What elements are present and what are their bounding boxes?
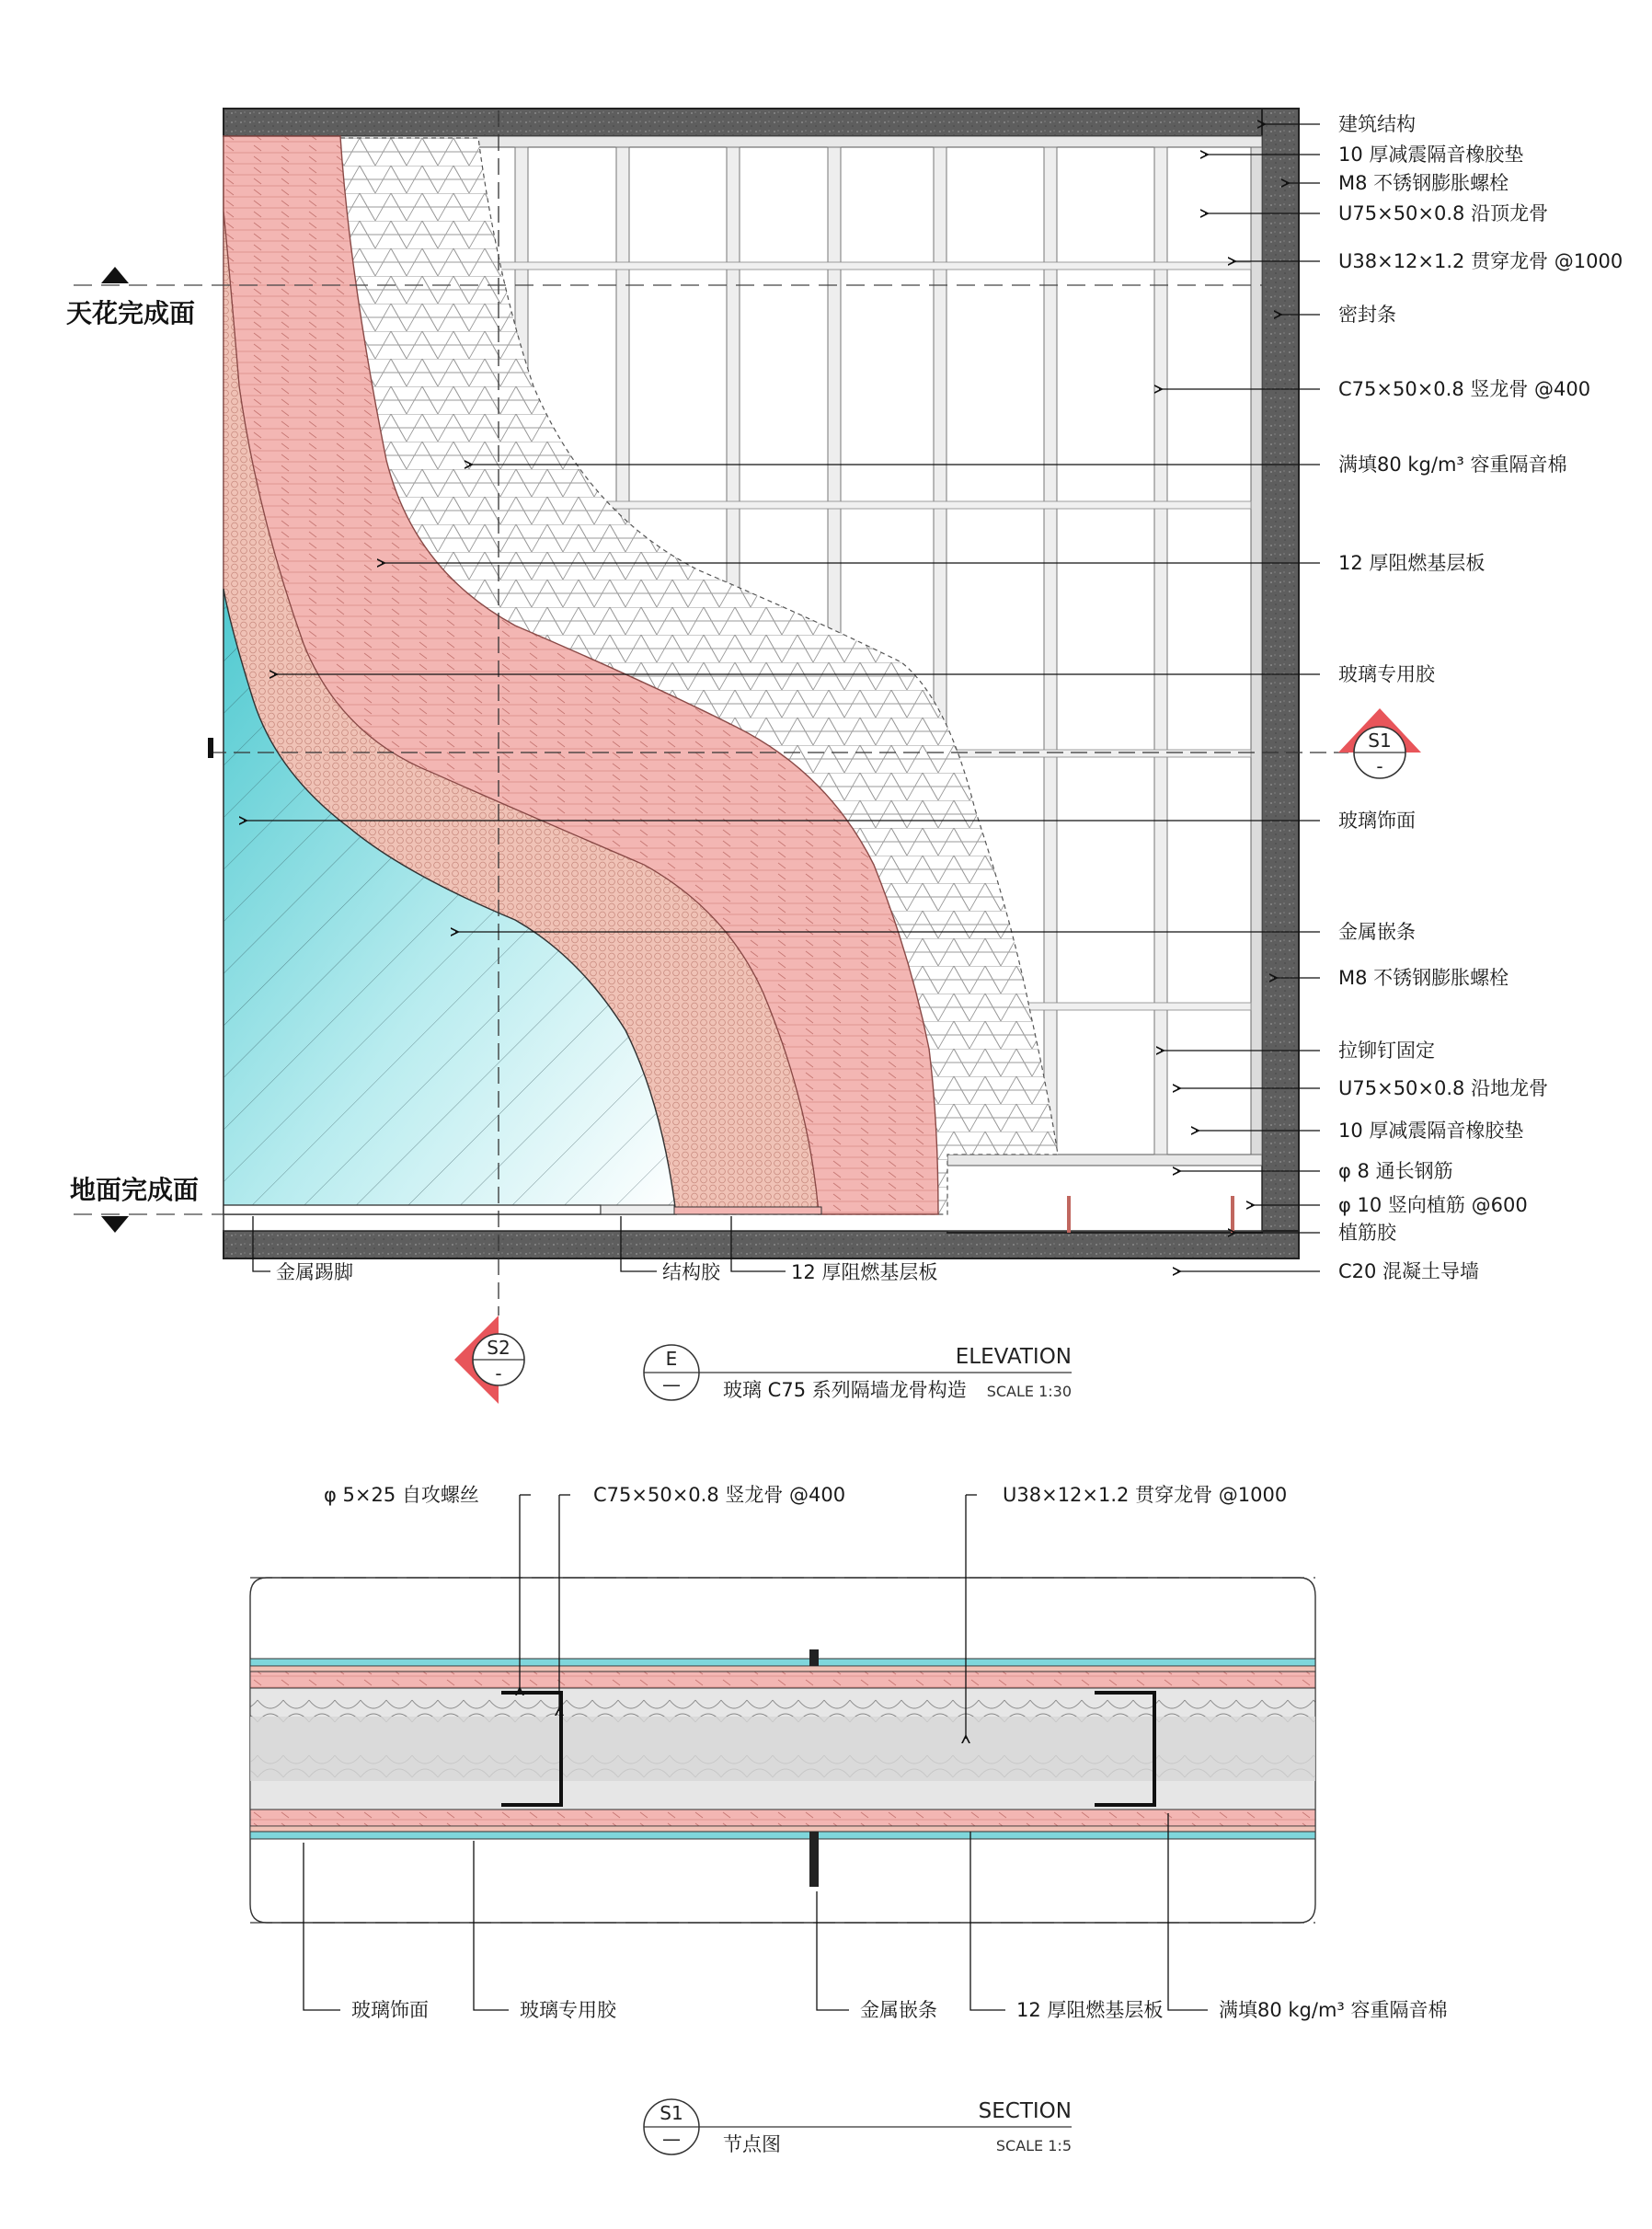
s2-marker-sub: -	[495, 1362, 502, 1385]
section-board-bottom	[250, 1810, 1315, 1826]
section-label-bottom-2: 玻璃专用胶	[520, 1999, 616, 2021]
ceiling-level-marker	[101, 267, 129, 283]
section-label-bottom-3: 金属嵌条	[860, 1999, 937, 2021]
section-label-top-2: C75×50×0.8 竖龙骨 @400	[593, 1484, 846, 1506]
s1-marker-id: S1	[1368, 730, 1392, 752]
label-right-17: φ 8 通长钢筋	[1338, 1160, 1453, 1182]
elevation-title-name: 玻璃 C75 系列隔墙龙骨构造	[723, 1379, 967, 1401]
label-right-8: 满填80 kg/m³ 容重隔音棉	[1338, 454, 1567, 476]
rebar-1	[1067, 1196, 1071, 1233]
label-right-3: M8 不锈钢膨胀螺栓	[1338, 172, 1509, 194]
label-right-13: M8 不锈钢膨胀螺栓	[1338, 967, 1509, 989]
section-glass-bottom	[250, 1832, 1315, 1839]
section-leader-bottom-2	[474, 1841, 509, 2010]
ceiling-level-label: 天花完成面	[66, 298, 196, 328]
section-glue-bottom	[250, 1826, 1315, 1832]
label-bottom-3: 12 厚阻燃基层板	[791, 1261, 938, 1283]
label-bottom-1: 金属踢脚	[276, 1261, 353, 1283]
section-title-id: S1	[660, 2102, 683, 2124]
label-right-20: C20 混凝土导墙	[1338, 1260, 1480, 1282]
bottom-track	[947, 1155, 1262, 1166]
label-right-2: 10 厚减震隔音橡胶垫	[1338, 144, 1524, 166]
label-right-7: C75×50×0.8 竖龙骨 @400	[1338, 378, 1591, 400]
section-title-type: SECTION	[978, 2099, 1072, 2123]
label-right-14: 拉铆钉固定	[1338, 1040, 1435, 1062]
section-board-top	[250, 1672, 1315, 1688]
structure-right	[1262, 109, 1299, 1258]
section-glue-top	[250, 1666, 1315, 1672]
section-leader-bottom-3	[817, 1891, 849, 2010]
label-right-1: 建筑结构	[1338, 113, 1416, 135]
label-right-10: 玻璃专用胶	[1338, 663, 1435, 685]
metal-inlay-top	[809, 1649, 819, 1666]
structure-top	[224, 109, 1299, 136]
structural-glue	[601, 1205, 674, 1214]
s2-marker-id: S2	[487, 1337, 511, 1359]
elevation-title-scale: SCALE 1:30	[986, 1383, 1072, 1400]
section-leader-bottom-4	[970, 1832, 1005, 2010]
section-leader-bottom-5	[1168, 1813, 1208, 2010]
sealing-strip-right	[1251, 147, 1262, 1155]
structure-bottom	[224, 1231, 1299, 1258]
floor-level-marker	[101, 1216, 129, 1233]
section-label-bottom-1: 玻璃饰面	[351, 1999, 429, 2021]
label-right-12: 金属嵌条	[1338, 921, 1416, 943]
elevation-title-id: E	[665, 1348, 678, 1370]
metal-skirting	[224, 1205, 601, 1214]
section-glass-top	[250, 1659, 1315, 1666]
elevation-title-sub: —	[662, 1373, 681, 1396]
elevation-title-type: ELEVATION	[955, 1345, 1072, 1369]
section-title-scale: SCALE 1:5	[995, 2137, 1072, 2154]
section-title-name: 节点图	[723, 2133, 781, 2155]
label-right-5: U38×12×1.2 贯穿龙骨 @1000	[1338, 250, 1623, 272]
elevation-drawing	[66, 109, 1623, 1404]
section-marker-s1	[1338, 708, 1421, 778]
metal-inlay-bottom	[809, 1832, 819, 1887]
label-right-9: 12 厚阻燃基层板	[1338, 552, 1486, 574]
section-title-block	[644, 2099, 1072, 2155]
section-drawing	[250, 1484, 1448, 2155]
section-label-bottom-5: 满填80 kg/m³ 容重隔音棉	[1219, 1999, 1448, 2021]
section-leader-bottom-1	[304, 1843, 340, 2010]
s1-marker-sub: -	[1376, 755, 1383, 777]
elevation-title-block	[644, 1345, 1072, 1401]
label-right-4: U75×50×0.8 沿顶龙骨	[1338, 202, 1549, 224]
s1-left-tick	[208, 738, 213, 758]
section-marker-s2	[454, 1316, 524, 1404]
label-right-16: 10 厚减震隔音橡胶垫	[1338, 1120, 1524, 1142]
label-right-6: 密封条	[1338, 304, 1396, 326]
label-right-15: U75×50×0.8 沿地龙骨	[1338, 1077, 1549, 1099]
section-label-top-1: φ 5×25 自攻螺丝	[324, 1484, 479, 1506]
label-right-19: 植筋胶	[1338, 1222, 1396, 1244]
label-right-18: φ 10 竖向植筋 @600	[1338, 1194, 1528, 1216]
bottom-board	[674, 1207, 821, 1214]
section-label-bottom-4: 12 厚阻燃基层板	[1016, 1999, 1164, 2021]
floor-level-label: 地面完成面	[70, 1175, 200, 1205]
label-right-11: 玻璃饰面	[1338, 810, 1416, 832]
section-title-sub: —	[662, 2128, 681, 2150]
rebar-2	[1231, 1196, 1234, 1233]
section-label-top-3: U38×12×1.2 贯穿龙骨 @1000	[1003, 1484, 1288, 1506]
label-bottom-2: 结构胶	[662, 1261, 720, 1283]
